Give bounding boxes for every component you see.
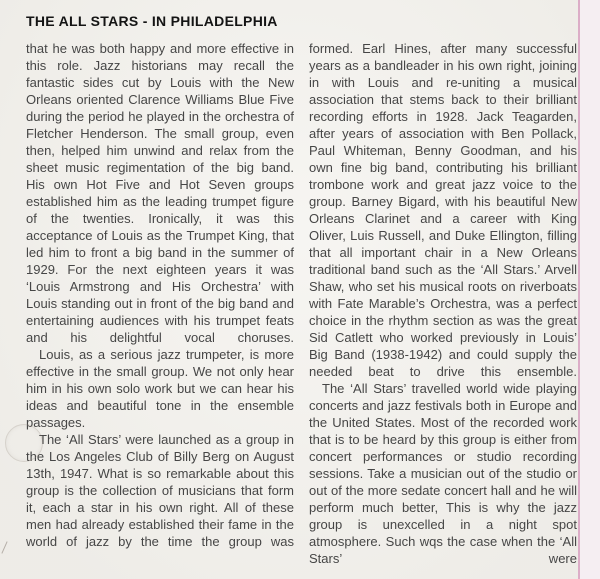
page-title: THE ALL STARS - IN PHILADELPHIA — [26, 13, 278, 29]
paragraph-continuation: that he was both happy and more effective in this role. Jazz historians may recall the fantastic sides cut by Louis with the New Orleans oriented Clarence Williams Blue Five during the period he played in the orchestra of Fletcher Henderson. The small group, even then, helped him unwind and relax from the sheet music regimentation of the big band. His own Hot Five and Hot Seven groups established him as the leading trumpet figure of the twenties. Ironically, it was this acceptance of Louis as the Trumpet King, that led him to front a big band in the summer of 1929. For the next eighteen years it was ‘Louis Armstrong and His Orchestra’ with Louis standing out in front of the big band and entertaining audiences with his trumpet feats and his delightful vocal choruses. — [26, 41, 294, 345]
two-column-text — [0, 40, 600, 567]
page-edge-strip — [578, 0, 600, 579]
paragraph: The ‘All Stars’ were launched as a group in the Los Angeles Club of Billy Berg on August 13th, 1947. What is so remarkable about this group is the collection of musicians that form it, each a star in his own right. All of these men had already established their fame in the world of jazz by the time the group was — [26, 432, 294, 549]
left-column — [26, 40, 294, 567]
paragraph-continuation: formed. Earl Hines, after many successful years as a bandleader in his own right, joining in with Louis and re-uniting a musical association that stems back to their brilliant recording efforts in 1928. Jack Teagarden, after years of association with Ben Pollack, Paul Whiteman, Benny Goodman, and his own fine big band, contributing his brilliant trombone work and great jazz voice to the group. Barney Bigard, with his beautiful New Orleans Clarinet and a career with King Oliver, Luis Russell, and Duke Ellington, filling that all important chair in a New Orleans traditional band such as the ‘All Stars.’ Arvell Shaw, who set his musical roots on riverboats with Fate Marable’s Orchestra, was a perfect choice in the rhythm section as was the great Sid Catlett who worked previously in Louis’ Big Band (1938-1942) and could supply the needed beat to drive this ensemble. — [309, 41, 577, 379]
paragraph: The ‘All Stars’ travelled world wide playing concerts and jazz festivals both in Europe and the United States. Most of the recorded work that is to be heard by this group is either from concert performances or studio recording sessions. Take a musician out of the studio or out of the more sedate concert hall and he will perform much better, This is why the jazz group is unexcelled in a night spot atmosphere. Such wqs the case when the ‘All Stars’ were — [309, 381, 577, 566]
paragraph: Louis, as a serious jazz trumpeter, is more effective in the small group. We not only hear him in his own solo work but we can hear his ideas and beautiful tone in the ensemble passages. — [26, 347, 294, 430]
scan-artifact-ring — [5, 424, 43, 462]
right-column — [309, 40, 577, 567]
